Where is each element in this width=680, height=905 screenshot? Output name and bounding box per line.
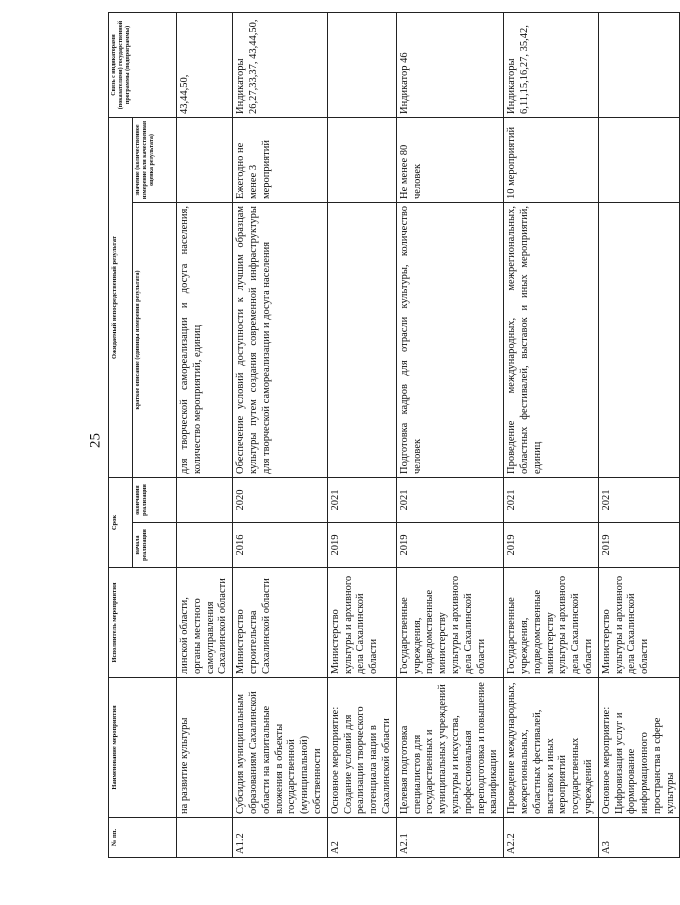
header-executor: Исполнитель мероприятия <box>109 568 177 678</box>
cell-executor: Государственные учреждения, подведомственные министерству культуры и архивного дела Сахалинской области <box>504 568 599 678</box>
header-term: Срок <box>109 478 133 568</box>
cell-value <box>177 118 233 203</box>
cell-name: Основное мероприятие: Цифровизация услуг и формирование информационного пространства в сфере культуры <box>598 678 680 818</box>
cell-value: 10 мероприятий <box>504 118 599 203</box>
cell-end: 2021 <box>598 478 680 523</box>
cell-value: Не менее 80 человек <box>396 118 503 203</box>
program-activities-table <box>108 12 680 858</box>
rotated-table-wrapper <box>108 13 676 858</box>
header-row-1 <box>109 13 133 858</box>
cell-name: Целевая подготовка специалистов для государственных и муниципальных учреждений культуры и искусства, профессиональная переподготовка и повышение квалификации <box>396 678 503 818</box>
cell-desc <box>598 203 680 478</box>
cell-name: Проведение международных, межрегиональных, областных фестивалей, выставок и иных мероприятий государственных учреждений <box>504 678 599 818</box>
cell-value <box>598 118 680 203</box>
table-row <box>327 13 396 858</box>
cell-end: 2020 <box>233 478 328 523</box>
cell-name: на развитие культуры <box>177 678 233 818</box>
table-row <box>233 13 328 858</box>
header-result: Ожидаемый непосредственный результат <box>109 118 133 478</box>
table-row <box>177 13 233 858</box>
cell-end: 2021 <box>396 478 503 523</box>
table-row <box>396 13 503 858</box>
cell-name: Субсидия муниципальным образованиям Сахалинской области на капитальные вложения в объекты государственной (муниципальной) собственности <box>233 678 328 818</box>
header-num: № пп. <box>109 818 177 858</box>
header-result-desc: краткое описание (единицы измерения результата) <box>133 203 177 478</box>
header-term-start: начала реализации <box>133 523 177 568</box>
cell-link <box>327 13 396 118</box>
cell-link: 43,44,50, <box>177 13 233 118</box>
cell-start: 2019 <box>396 523 503 568</box>
cell-name: Основное мероприятие: Создание условий для реализации творческого потенциала нации в Сахалинской области <box>327 678 396 818</box>
cell-num: А2.1 <box>396 818 503 858</box>
cell-link: Индикатор 46 <box>396 13 503 118</box>
table-row <box>504 13 599 858</box>
cell-end: 2021 <box>504 478 599 523</box>
cell-desc: Обеспечение условий доступности к лучшим образцам культуры путем создания современной инфраструктуры для творческой самореализации и досуга населения <box>233 203 328 478</box>
cell-link: Индикаторы 26,27,33,37, 43,44,50, <box>233 13 328 118</box>
cell-value: Ежегодно не менее 3 мероприятий <box>233 118 328 203</box>
cell-start: 2019 <box>504 523 599 568</box>
cell-end: 2021 <box>327 478 396 523</box>
header-term-end: окончания реализации <box>133 478 177 523</box>
cell-num: А1.2 <box>233 818 328 858</box>
cell-start: 2019 <box>327 523 396 568</box>
cell-link <box>598 13 680 118</box>
cell-desc: для творческой самореализации и досуга населения, количество мероприятий, единиц <box>177 203 233 478</box>
cell-value <box>327 118 396 203</box>
header-result-value: значение (количественное измерение или качественная оценка результата) <box>133 118 177 203</box>
cell-start <box>177 523 233 568</box>
cell-num: А3 <box>598 818 680 858</box>
cell-num <box>177 818 233 858</box>
cell-executor: Министерство культуры и архивного дела Сахалинской области <box>598 568 680 678</box>
cell-num: А2 <box>327 818 396 858</box>
cell-link: Индикаторы 6,11,15,16,27, 35,42, <box>504 13 599 118</box>
cell-num: А2.2 <box>504 818 599 858</box>
cell-executor: Министерство культуры и архивного дела Сахалинской области <box>327 568 396 678</box>
cell-desc <box>327 203 396 478</box>
table-row <box>598 13 680 858</box>
page-number: 25 <box>87 433 104 448</box>
cell-start: 2019 <box>598 523 680 568</box>
header-link: Связь с индикаторами (показателями) государственной программы (подпрограммы) <box>109 13 177 118</box>
cell-desc: Проведение международных, межрегиональных, областных фестивалей, выставок и иных мероприятий, единиц <box>504 203 599 478</box>
header-name: Наименование мероприятия <box>109 678 177 818</box>
cell-executor: Министерство строительства Сахалинской области <box>233 568 328 678</box>
cell-start: 2016 <box>233 523 328 568</box>
cell-end <box>177 478 233 523</box>
cell-desc: Подготовка кадров для отрасли культуры, количество человек <box>396 203 503 478</box>
cell-executor: линской области, органы местного самоуправления Сахалинской области <box>177 568 233 678</box>
cell-executor: Государственные учреждения, подведомственные министерству культуры и архивного дела Сахалинской области <box>396 568 503 678</box>
